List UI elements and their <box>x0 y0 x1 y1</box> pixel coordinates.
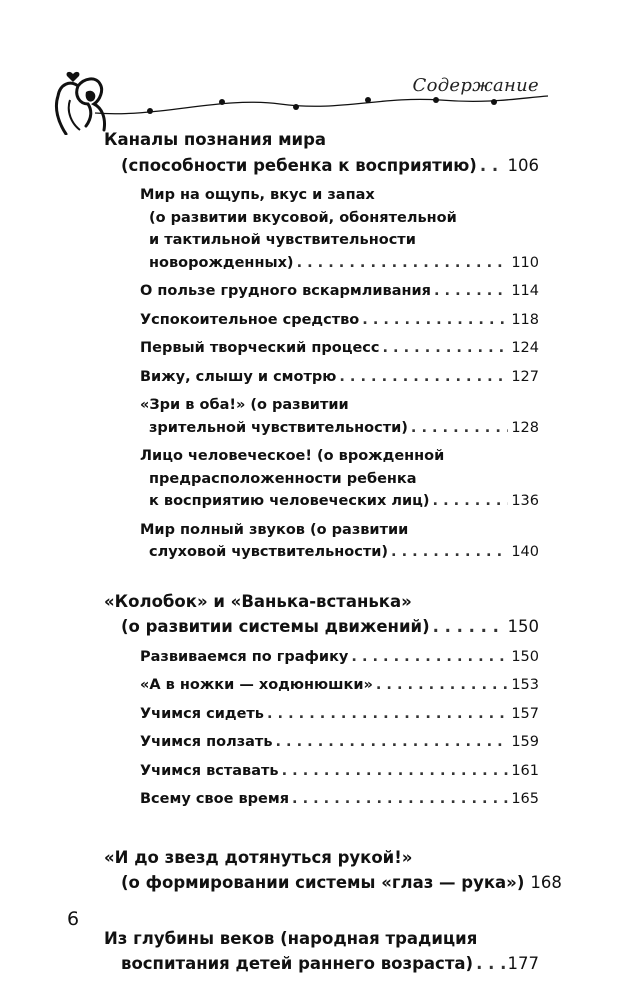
toc-chapter-line: (о развитии системы движений) . . . 150 <box>104 614 539 640</box>
toc-entry: О пользе грудного вскармливания . . . 114 <box>140 280 539 303</box>
toc-subentries <box>140 184 539 564</box>
toc-chapter <box>104 589 539 811</box>
mother-child-ornament-icon <box>0 0 619 135</box>
toc-chapter-line: (о формировании системы «глаз — рука») 168 <box>104 870 539 896</box>
toc-chapter-line: Из глубины веков (народная традиция <box>104 928 478 948</box>
toc-chapter-line: «И до звезд дотянуться рукой!» <box>104 847 413 867</box>
toc-page-number: 106 <box>507 155 539 175</box>
toc-page-number: 177 <box>507 954 539 973</box>
toc-entry: Мир на ощупь, вкус и запах (о развитии вкусовой, обонятельной и тактильной чувствительности новорожденных) . . . 110 <box>140 184 539 274</box>
toc-page-number: 110 <box>511 254 539 271</box>
toc-subentries <box>140 646 539 811</box>
toc-page-number: 161 <box>511 762 539 779</box>
toc-entry: Первый творческий процесс . . . 124 <box>140 337 539 360</box>
toc-entry: Учимся вставать . . . 161 <box>140 760 539 783</box>
toc-entry: Успокоительное средство . . . 118 <box>140 309 539 332</box>
toc-chapter <box>104 127 539 564</box>
toc-chapter <box>104 845 562 896</box>
toc-entry: Развиваемся по графику . . . 150 <box>140 646 539 669</box>
toc-page-number: 159 <box>511 734 539 750</box>
toc-page-number: 168 <box>530 873 562 892</box>
toc-page-number: 124 <box>511 340 539 356</box>
toc-entry: «Зри в оба!» (о развитии зрительной чувствительности) . . . 128 <box>140 394 539 439</box>
toc-page-number: 128 <box>511 419 539 436</box>
toc-chapter-line: Каналы познания мира <box>104 130 327 149</box>
toc-chapter-line: «Колобок» и «Ванька-встанька» <box>104 591 412 611</box>
toc-chapter-line: воспитания детей раннего возраста) . . . 177 <box>104 951 539 977</box>
toc-page-number: 153 <box>511 677 539 693</box>
table-of-contents <box>104 127 562 977</box>
toc-chapter-line: (способности ребенка к восприятию) . . . 106 <box>104 153 539 179</box>
toc-page-number: 165 <box>511 791 539 807</box>
toc-chapter <box>104 926 539 977</box>
toc-page-number: 150 <box>507 617 539 636</box>
page-header <box>0 0 619 135</box>
toc-page-number: 136 <box>511 493 539 509</box>
toc-entry: Мир полный звуков (о развитии слуховой чувствительности) . . . 140 <box>140 519 539 564</box>
toc-page-number: 114 <box>511 283 539 299</box>
toc-page-number: 150 <box>511 648 539 665</box>
toc-entry: «А в ножки — ходюнюшки» . . . 153 <box>140 674 539 697</box>
toc-entry: Учимся сидеть . . . 157 <box>140 703 539 726</box>
toc-page-number: 118 <box>511 311 539 328</box>
toc-page-number: 140 <box>511 544 539 560</box>
running-header-title: Содержание <box>412 75 539 96</box>
toc-entry: Всему свое время . . . 165 <box>140 788 539 811</box>
toc-entry: Лицо человеческое! (о врожденной предрасположенности ребенка к восприятию человеческих лиц) . . . 136 <box>140 445 539 513</box>
toc-page-number: 127 <box>511 368 539 385</box>
toc-entry: Вижу, слышу и смотрю . . . 127 <box>140 366 539 389</box>
toc-page-number: 157 <box>511 705 539 722</box>
toc-entry: Учимся ползать . . . 159 <box>140 731 539 754</box>
page-number: 6 <box>67 908 80 930</box>
